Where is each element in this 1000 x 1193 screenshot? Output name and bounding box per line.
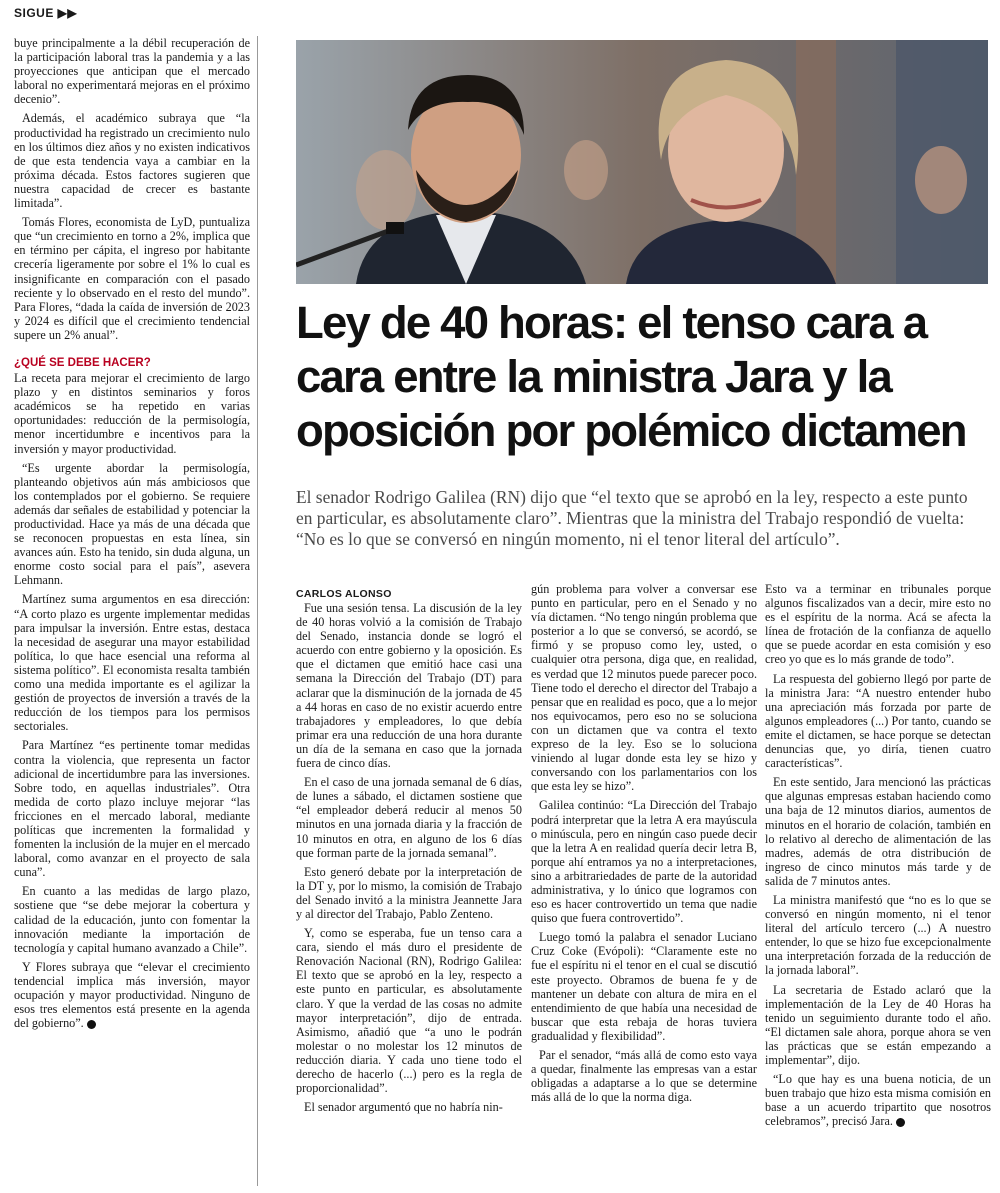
left-paragraph: En cuanto a las medidas de largo plazo, sostiene que “se debe mejorar la cobertura y calidad de la educación, junto con fomentar la innovación mediante la importación de tecnología y capital humano avanzado a Chile”.	[14, 884, 250, 955]
end-mark-icon	[896, 1118, 905, 1127]
article-paragraph: La respuesta del gobierno llegó por parte de la ministra Jara: “A nuestro entender hubo una apreciación más forzada por parte de algunos empleadores (...) Por tanto, cuando se emite el dictamen, se hace porque se detectan denuncias que, yo diría, tienen cuatro características”.	[765, 671, 991, 771]
article-column-2	[531, 582, 757, 1188]
left-paragraph: buye principalmente a la débil recuperación de la participación laboral tras la pandemia y a las proyecciones que anticipan que el mercado laboral no experimentará mejoras en el próximo decenio”.	[14, 36, 250, 107]
dek: El senador Rodrigo Galilea (RN) dijo que “el texto que se aprobó en la ley, respecto a este punto en particular, es absolutamente claro”. Mientras que la ministra del Trabajo respondió de vuelta: “No es lo que se conversó en ningún momento, ni el tenor literal del artículo”.	[296, 487, 968, 549]
left-paragraph: Tomás Flores, economista de LyD, puntualiza que “un crecimiento en torno a 2%, implica que en término per cápita, el ingreso por habitante crecería ligeramente por sobre el 1% lo cual es insignificante en comparación con el pasado reciente y lo observado en el resto del mundo”. Para Flores, “dada la caída de inversión de 2023 y 2024 es difícil que el crecimiento tendencial supere un 2% anual”.	[14, 215, 250, 342]
headline: Ley de 40 horas: el tenso cara a cara entre la ministra Jara y la oposición por polémico dictamen	[296, 297, 966, 456]
article-paragraph: Luego tomó la palabra el senador Luciano Cruz Coke (Evópoli): “Claramente este no fue el espíritu ni el tenor en el cual se discutió este proyecto. Obramos de buena fe y de mantener un debate con altura de mira en el entendimiento de que había una necesidad de buscar que esta rebaja de horas tuviera gradualidad y flexibilidad”.	[531, 930, 757, 1043]
article-paragraph: Esto generó debate por la interpretación de la DT y, por lo mismo, la comisión de Trabajo del Senado invitó a la ministra Jeannette Jara y al director del Trabajo, Pablo Zenteno.	[296, 864, 522, 921]
article-paragraph: La secretaria de Estado aclaró que la implementación de la Ley de 40 Horas ha tenido un seguimiento durante todo el año. “El dictamen sale ahora, porque ahora se ven las prácticas que se están empezando a implementar”, dijo.	[765, 982, 991, 1067]
byline: CARLOS ALONSO	[296, 588, 392, 600]
left-paragraph: Martínez suma argumentos en esa dirección: “A corto plazo es urgente implementar medidas para impulsar la inversión. Entre estas, destaca la necesidad de asegurar una mayor estabilidad política, lo que hace esencial una reforma al sistema político”. El economista resalta también como una medida importante es el agilizar la gestión de proyectos de inversión a través de la reducción de los tiempos para los permisos sectoriales.	[14, 592, 250, 734]
sigue-label: SIGUE ▶▶	[14, 6, 78, 20]
photo-illustration	[296, 40, 988, 284]
left-paragraph: Además, el académico subraya que “la productividad ha registrado un crecimiento nulo en los últimos diez años y no existen indicativos de que esta tendencia vaya a cambiar en la próxima década. Estos factores sugieren que nuestra capacidad de crecer es bastante limitada”.	[14, 111, 250, 211]
left-paragraph: Para Martínez “es pertinente tomar medidas contra la violencia, que representa un factor adicional de incertidumbre para las inversiones. Sobre todo, en aquellas industriales”. Otra medida de corto plazo incluye mejorar “las fricciones en el mercado laboral, mediante políticas que incrementen la formalidad y fomenten la inclusión de la mujer en el mercado laboral, como avanzar en el proyecto de sala cuna”.	[14, 738, 250, 880]
article-paragraph: gún problema para volver a conversar ese punto en particular, pero en el Senado y no vía dictamen. “No tengo ningún problema que posterior a lo que se conversó, se acordó, se firmó y se propuso como ley, usted, o cualquier otra persona, diga que, en realidad, es verdad que 12 minutos puede parecer poco. Tiene todo el derecho el director del Trabajo a pensar que en realidad es poco, que a lo mejor nos equivocamos, pero eso no se soluciona con un dictamen que va contra el texto expreso de la ley. Eso se lo soluciona viniendo al lugar donde esta ley se hizo y conversando con los parlamentarios con los que esta ley se hizo”.	[531, 582, 757, 794]
left-paragraph: “Es urgente abordar la permisología, planteando objetivos aún más ambiciosos que los contemplados por el gobierno. Se requiere además dar señales de estabilidad y potenciar la productividad. Hace ya más de una década que se reconocen propuestas en esta línea, sin avances aún. Esto ha tenido, sin duda alguna, un enorme costo social para el país”, asevera Lehmann.	[14, 460, 250, 588]
article-paragraph: Fue una sesión tensa. La discusión de la ley de 40 horas volvió a la comisión de Trabajo del Senado, instancia donde se logró el acuerdo con entre gobierno y la oposición. Es que el dictamen que emitió hace casi una semana la Dirección del Trabajo (DT) para aclarar que la disminución de la jornada de 45 a 44 horas en caso de no existir acuerdo entre trabajadores y empleadores, lo que debía primar era una reducción de una hora durante un día de la semana en caso que la jornada fuera de cinco días.	[296, 601, 522, 771]
article-paragraph: Galilea continúo: “La Dirección del Trabajo podrá interpretar que la letra A era mayúscula o minúscula, pero en ningún caso puede decir que la letra A en realidad quería decir letra B, porque ahí entramos ya no a interpretaciones, sino a arbitrariedades de parte de la autoridad administrativa, y lo único que logramos con eso es hacer controvertido un tema que nadie quiso que fuera controvertido”.	[531, 798, 757, 926]
article-paragraph: Y, como se esperaba, fue un tenso cara a cara, siendo el más duro el presidente de Renovación Nacional (RN), Rodrigo Galilea: El texto que se aprobó en la ley, respecto a este punto en particular, es absolutamente claro. Y que la verdad de las cosas no admite mayor interpretación”, dijo de entrada. Asimismo, añadió que “a uno le podrán molestar o no molestar los 12 minutos de reducción diaria. Y cada uno tiene todo el derecho de hacerlo (...) pero es la regla de proporcionalidad”.	[296, 926, 522, 1096]
article-paragraph: Esto va a terminar en tribunales porque algunos fiscalizados van a decir, mire esto no es el espíritu de la norma. Acá se afecta la línea de frotación de la confianza de aquello que se puede acordar en esta comisión y eso creo yo que es lo más grande de todo”.	[765, 582, 991, 667]
section-subhead: ¿QUÉ SE DEBE HACER?	[14, 356, 151, 369]
article-paragraph: En el caso de una jornada semanal de 6 días, de lunes a sábado, el dictamen sostiene que “el empleador deberá reducir al menos 50 minutos en una jornada diaria y la fracción de 10 minutos en otra, en alguno de los 6 días que forman parte de la jornada semanal”.	[296, 775, 522, 860]
article-paragraph: Par el senador, “más allá de como esto vaya a quedar, finalmente las empresas van a estar obligadas a adaptarse a lo que se determine más allá de lo que la norma diga.	[531, 1048, 757, 1105]
end-mark-icon	[87, 1020, 96, 1029]
article-paragraph: El senador argumentó que no habría nin-	[304, 1100, 503, 1115]
article-column-1	[296, 601, 522, 1188]
article-column-3	[765, 582, 991, 1188]
article-photo	[296, 40, 988, 284]
article-paragraph: En este sentido, Jara mencionó las prácticas que algunas empresas estaban haciendo como una baja de 12 minutos diarios, aumentos de minutos en el horario de colación, también en lo relativo al derecho de alimentación de las madres, además de otra distribución de ingreso de cinco minutos más tarde y de salida de 7 minutos antes.	[765, 775, 991, 888]
article-paragraph: La ministra manifestó que “no es lo que se conversó en ningún momento, ni el tenor literal del artículo tercero (...) A nuestro entender, lo que se hizo fue excepcionalmente una interpretación forzada de la reducción de la jornada laboral”.	[765, 892, 991, 978]
left-paragraph: La receta para mejorar el crecimiento de largo plazo y en distintos seminarios y foros académicos se ha repetido en varias oportunidades: reducción de la permisología, menor incertidumbre e incentivos para la inversión y mayor productividad.	[14, 371, 250, 456]
left-column	[14, 36, 250, 1186]
article-paragraph-last: “Lo que hay es una buena noticia, de un buen trabajo que hizo esta misma comisión en base a un acuerdo tripartito que nosotros celebramos”, precisó Jara.	[765, 1072, 991, 1129]
left-paragraph-last: Y Flores subraya que “elevar el crecimiento tendencial implica más inversión, mayor ocupación y mayor productividad. Ninguno de esos tres elementos está presente en la agenda del gobierno”.	[14, 959, 250, 1031]
column-divider	[257, 36, 258, 1186]
